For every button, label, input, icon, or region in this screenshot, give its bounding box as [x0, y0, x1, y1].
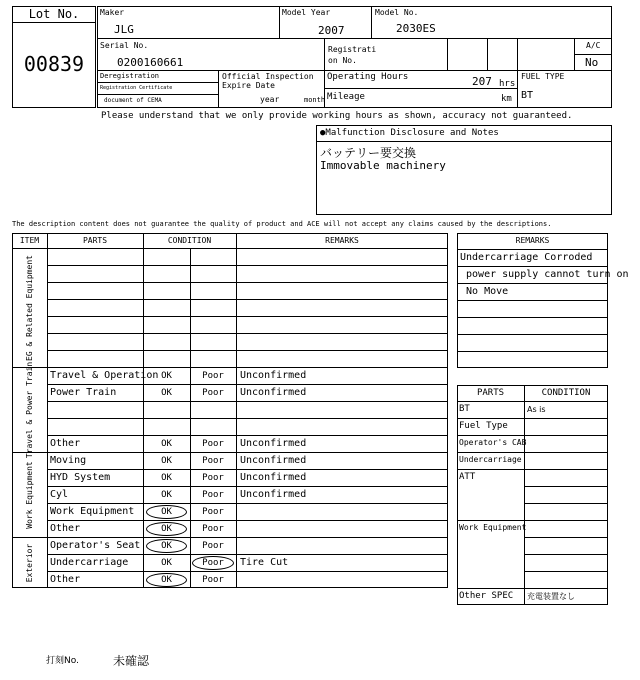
ok-option: OK [161, 541, 172, 551]
part-name: Undercarriage [50, 557, 129, 568]
row-line [457, 435, 524, 436]
row-line [524, 418, 608, 419]
remark-text: Unconfirmed [240, 387, 307, 398]
table-row [47, 299, 448, 316]
row-line [47, 520, 448, 521]
row-line [524, 588, 608, 589]
ok-circle-mark [146, 539, 187, 553]
poor-option: Poor [202, 541, 224, 551]
part-name: Travel & Operation [50, 370, 159, 381]
lot-label: Lot No. [28, 7, 80, 21]
serial-label: Serial No. [100, 41, 149, 50]
remark-text: Unconfirmed [240, 370, 307, 381]
row-line [524, 520, 608, 521]
table-row [47, 350, 448, 367]
parts-row-part: Other SPEC [459, 591, 514, 601]
parts-row-part: ATT [459, 472, 476, 482]
remarks-line [457, 334, 608, 335]
deregistration-label: Deregistration [100, 72, 160, 80]
poor-circle-mark [192, 556, 234, 570]
fuel-type-label: FUEL TYPE [521, 72, 565, 81]
ac-label: A/C [586, 41, 601, 50]
part-name: Operator's Seat [50, 540, 141, 551]
part-name: Cyl [50, 489, 69, 500]
part-name: Moving [50, 455, 87, 466]
row-line [524, 469, 608, 470]
row-line [47, 384, 448, 385]
remarks-line [457, 249, 608, 250]
table-row [47, 282, 448, 299]
row-line [47, 401, 448, 402]
mileage-label: Mileage [327, 92, 365, 102]
operating-hours-label: Operating Hours [327, 72, 409, 82]
table-row [47, 316, 448, 333]
row-line [47, 282, 448, 283]
item-group-label: Exterior [24, 543, 34, 582]
remarks-line [457, 283, 608, 284]
item-group-label: EG & Related Equipment [24, 254, 34, 361]
header-divider [457, 401, 608, 402]
row-line [47, 333, 448, 334]
remark-text: Tire Cut [240, 557, 289, 568]
working-hours-notice: Please understand that we only provide working hours as shown, accuracy not guaranteed. [101, 111, 573, 121]
row-line [47, 265, 448, 266]
remark-text: Unconfirmed [240, 455, 307, 466]
ok-option: OK [161, 490, 172, 500]
engraving-value: 未確認 [113, 654, 150, 668]
row-line [524, 486, 608, 487]
remarks-line [457, 266, 608, 267]
header-parts: PARTS [82, 236, 108, 245]
header-condition: CONDITION [167, 236, 212, 245]
poor-option: Poor [202, 473, 224, 483]
poor-option: Poor [202, 507, 224, 517]
poor-option: Poor [202, 575, 224, 585]
parts-row-part: Undercarriage [459, 455, 522, 464]
row-line [47, 503, 448, 504]
remark-text: Unconfirmed [240, 489, 307, 500]
year-label: year [260, 95, 280, 104]
remark-text: Unconfirmed [240, 438, 307, 449]
remarks-header: REMARKS [515, 236, 550, 245]
inspection-expire-label: Official Inspection Expire Date [222, 72, 314, 90]
row-line [524, 554, 608, 555]
table-row [47, 520, 448, 537]
part-name: Power Train [50, 387, 117, 398]
ok-circle-mark [146, 573, 187, 587]
model-year-value: 2007 [318, 24, 345, 37]
poor-option: Poor [202, 371, 224, 381]
header-remarks: REMARKS [325, 236, 359, 245]
ok-option: OK [161, 388, 172, 398]
poor-option: Poor [202, 388, 224, 398]
row-line [524, 537, 608, 538]
remarks-line [457, 351, 608, 352]
row-line [457, 520, 524, 521]
maker-label: Maker [100, 8, 125, 17]
malfunction-title: ●Malfunction Disclosure and Notes [320, 128, 499, 138]
engraving-label: 打刻No. [46, 656, 79, 666]
model-no-value: 2030ES [396, 22, 436, 35]
ok-circle-mark [146, 505, 187, 519]
poor-option: Poor [202, 490, 224, 500]
parts-row-condition: 充電装置なし [527, 592, 575, 601]
row-line [457, 588, 524, 589]
registration-label: Registrati on No. [328, 45, 377, 65]
registration-certificate-label: Registration Certificate [100, 85, 173, 91]
ok-option: OK [161, 371, 172, 381]
row-line [47, 435, 448, 436]
row-line [47, 486, 448, 487]
row-line [47, 554, 448, 555]
row-line [457, 418, 524, 419]
cema-label: document of CEMA [104, 97, 162, 104]
row-line [524, 452, 608, 453]
item-group-label: Work Equipment [24, 460, 34, 529]
parts-row-part: Operator's CAB [459, 438, 527, 447]
ok-option: OK [161, 558, 172, 568]
remarks-entry: Undercarriage Corroded [460, 252, 593, 263]
row-line [47, 418, 448, 419]
condition-header: CONDITION [541, 388, 591, 398]
ok-option: OK [161, 575, 172, 585]
disclaimer: The description content does not guarantee the quality of product and ACE will not accept any claims caused by the descriptions. [12, 220, 552, 228]
table-row [47, 265, 448, 282]
malfunction-line-1: バッテリー要交換 [320, 146, 417, 160]
row-line [524, 503, 608, 504]
hrs-unit: hrs [499, 79, 516, 89]
remarks-line [457, 317, 608, 318]
table-row [47, 333, 448, 350]
ac-value: No [585, 56, 599, 69]
operating-hours-value: 207 [472, 75, 492, 88]
ok-option: OK [161, 439, 172, 449]
item-group-label: Travel & Power Train [24, 361, 34, 458]
row-line [47, 350, 448, 351]
part-name: Other [50, 523, 81, 534]
ok-option: OK [161, 473, 172, 483]
table-row [47, 418, 448, 435]
part-name: Other [50, 438, 81, 449]
poor-option: Poor [202, 439, 224, 449]
maker-value: JLG [114, 23, 134, 36]
ok-option: OK [161, 524, 172, 534]
row-line [524, 435, 608, 436]
lot-number: 00839 [23, 52, 85, 76]
row-line [47, 571, 448, 572]
parts-row-part: Fuel Type [459, 421, 508, 431]
model-no-label: Model No. [375, 8, 419, 17]
remarks-entry: power supply cannot turn on [460, 269, 629, 280]
ok-circle-mark [146, 522, 187, 536]
month-label: month [304, 96, 326, 104]
table-row [47, 571, 448, 588]
malfunction-line-2: Immovable machinery [320, 159, 446, 172]
row-line [524, 571, 608, 572]
poor-option: Poor [202, 558, 224, 568]
fuel-type-value: BT [521, 90, 534, 101]
row-line [47, 299, 448, 300]
parts-row-condition: As is [527, 405, 546, 414]
poor-option: Poor [202, 524, 224, 534]
ok-option: OK [161, 507, 172, 517]
part-name: HYD System [50, 472, 111, 483]
parts-row-part: Work Equipment [459, 523, 527, 532]
row-line [457, 469, 524, 470]
remarks-line [457, 300, 608, 301]
row-line [457, 452, 524, 453]
part-name: Work Equipment [50, 506, 135, 517]
header-item: ITEM [19, 236, 40, 245]
remark-text: Unconfirmed [240, 472, 307, 483]
poor-option: Poor [202, 456, 224, 466]
part-name: Other [50, 574, 81, 585]
model-year-label: Model Year [282, 8, 331, 17]
row-line [47, 469, 448, 470]
km-unit: km [501, 94, 512, 104]
parts-row-part: BT [459, 404, 470, 414]
remarks-entry: No Move [460, 286, 509, 297]
table-row [47, 248, 448, 265]
ok-option: OK [161, 456, 172, 466]
table-row [47, 401, 448, 418]
parts-header: PARTS [476, 388, 505, 398]
row-line [47, 316, 448, 317]
serial-value: 0200160661 [117, 56, 184, 69]
